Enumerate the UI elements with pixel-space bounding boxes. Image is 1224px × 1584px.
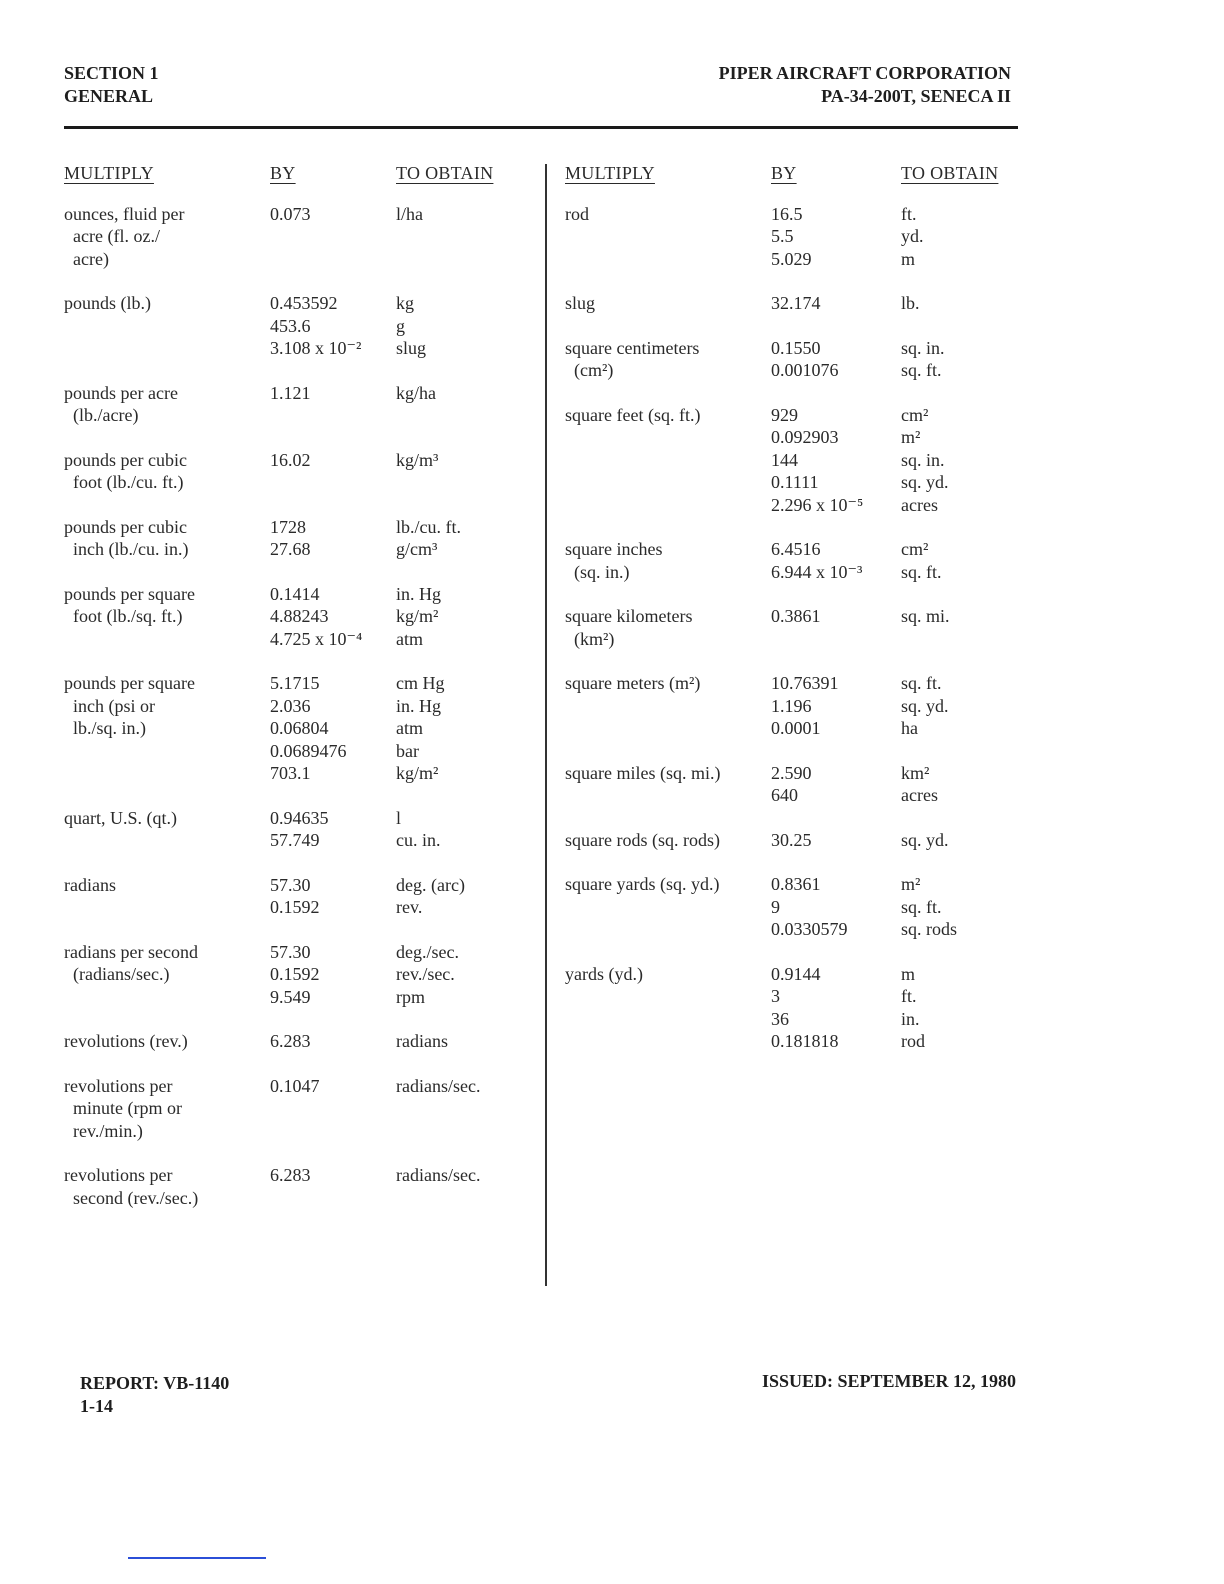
factor: 6.4516 xyxy=(771,539,821,559)
unit-name: acre (fl. oz./ xyxy=(64,226,160,246)
factor-cell xyxy=(771,762,901,807)
conversion-row xyxy=(64,874,524,919)
result-unit-cell xyxy=(396,292,524,360)
unit-name-cell xyxy=(565,538,771,583)
result-unit: m xyxy=(901,248,916,269)
unit-name: pounds per cubic xyxy=(64,516,187,537)
column-divider xyxy=(545,164,547,1286)
unit-name: ounces, fluid per xyxy=(64,203,185,224)
factor: 57.30 xyxy=(270,874,311,895)
factor: 10.76391 xyxy=(771,673,839,693)
factor: 36 xyxy=(771,1008,789,1029)
section-number: SECTION 1 xyxy=(64,63,159,83)
unit-name: (radians/sec.) xyxy=(64,964,170,984)
factor: 5.1715 xyxy=(270,673,320,693)
result-unit: cm² xyxy=(901,539,929,559)
unit-name-cell xyxy=(64,203,270,271)
result-unit-cell xyxy=(901,337,1020,382)
factor: 453.6 xyxy=(270,315,311,336)
conversion-row xyxy=(565,203,1020,271)
result-unit: sq. ft. xyxy=(901,360,942,380)
unit-name: lb./sq. in.) xyxy=(64,718,147,738)
factor-cell xyxy=(771,538,901,583)
factor-cell xyxy=(270,1030,396,1053)
factor-cell xyxy=(270,382,396,427)
result-unit-cell xyxy=(396,1164,524,1209)
result-unit: kg/m² xyxy=(396,606,439,626)
page-number: 1-14 xyxy=(80,1396,113,1416)
result-unit-cell xyxy=(396,203,524,271)
result-unit: acres xyxy=(901,785,938,805)
factor: 0.1592 xyxy=(270,897,320,917)
factor: 0.0330579 xyxy=(771,919,848,939)
factor: 9.549 xyxy=(270,986,311,1007)
result-unit-cell xyxy=(901,404,1020,517)
issued-date: ISSUED: SEPTEMBER 12, 1980 xyxy=(761,1371,1016,1391)
result-unit: kg/m³ xyxy=(396,449,439,470)
unit-name: minute (rpm or xyxy=(64,1098,182,1118)
result-unit: in. Hg xyxy=(396,695,441,716)
result-unit: slug xyxy=(396,338,427,358)
factor: 30.25 xyxy=(771,829,812,850)
unit-name: inch (psi or xyxy=(64,695,155,716)
result-unit: sq. in. xyxy=(901,449,945,470)
conversion-table-left xyxy=(64,162,524,1231)
result-unit: ha xyxy=(901,718,918,738)
factor: 0.9144 xyxy=(771,963,821,984)
result-unit: g/cm³ xyxy=(396,539,438,559)
factor: 57.749 xyxy=(270,830,320,850)
factor: 2.296 x 10⁻⁵ xyxy=(771,494,864,515)
result-unit-cell xyxy=(396,807,524,852)
unit-name-cell xyxy=(565,762,771,807)
unit-name: square meters (m²) xyxy=(565,673,701,693)
factor: 4.725 x 10⁻⁴ xyxy=(270,628,363,649)
unit-name-cell xyxy=(64,807,270,852)
conversion-row xyxy=(64,1164,524,1209)
unit-name: square kilometers xyxy=(565,606,693,626)
result-unit: sq. ft. xyxy=(901,896,942,917)
unit-name-cell xyxy=(64,292,270,360)
factor: 0.94635 xyxy=(270,807,329,828)
unit-name: pounds per square xyxy=(64,673,195,693)
factor: 6.283 xyxy=(270,1165,311,1185)
conversion-row xyxy=(64,203,524,271)
unit-name-cell xyxy=(565,605,771,650)
factor-cell xyxy=(270,941,396,1009)
report-footer xyxy=(80,1372,229,1418)
unit-name: square inches xyxy=(565,539,663,559)
unit-name: inch (lb./cu. in.) xyxy=(64,539,189,559)
result-unit-cell xyxy=(901,605,1020,650)
unit-name: pounds per cubic xyxy=(64,449,187,470)
conversion-row xyxy=(565,873,1020,941)
unit-name-cell xyxy=(565,203,771,271)
unit-name-cell xyxy=(64,382,270,427)
result-unit-cell xyxy=(396,516,524,561)
unit-name: pounds per acre xyxy=(64,382,178,403)
factor: 16.02 xyxy=(270,449,311,470)
unit-name-cell xyxy=(565,873,771,941)
conversion-row xyxy=(565,292,1020,315)
factor-cell xyxy=(270,874,396,919)
conversion-row xyxy=(64,1075,524,1143)
unit-name: yards (yd.) xyxy=(565,963,643,984)
unit-name: square feet (sq. ft.) xyxy=(565,404,701,425)
result-unit: in. Hg xyxy=(396,583,441,604)
result-unit: sq. yd. xyxy=(901,472,949,492)
unit-name: radians xyxy=(64,874,116,895)
result-unit: cm Hg xyxy=(396,673,445,693)
result-unit: kg/ha xyxy=(396,382,436,403)
multiply-heading: MULTIPLY xyxy=(565,163,655,183)
factor: 16.5 xyxy=(771,203,803,224)
unit-name-cell xyxy=(64,941,270,1009)
factor-cell xyxy=(771,292,901,315)
unit-name: foot (lb./sq. ft.) xyxy=(64,606,183,626)
factor-cell xyxy=(270,449,396,494)
unit-name: (km²) xyxy=(565,628,615,649)
factor: 2.036 xyxy=(270,695,311,716)
result-unit: rev. xyxy=(396,897,423,917)
result-unit: ft. xyxy=(901,203,917,224)
factor: 3.108 x 10⁻² xyxy=(270,338,362,358)
result-unit: yd. xyxy=(901,226,924,246)
result-unit: sq. yd. xyxy=(901,695,949,716)
table-header xyxy=(565,162,1020,185)
result-unit: kg xyxy=(396,293,414,313)
conversion-row xyxy=(64,672,524,785)
unit-name: (cm²) xyxy=(565,360,614,380)
header-divider xyxy=(64,126,1018,129)
factor: 6.283 xyxy=(270,1031,311,1051)
factor: 4.88243 xyxy=(270,606,329,626)
result-unit: km² xyxy=(901,762,930,783)
obtain-heading: TO OBTAIN xyxy=(396,163,494,183)
obtain-heading: TO OBTAIN xyxy=(901,163,999,183)
result-unit: acres xyxy=(901,494,938,515)
result-unit: deg. (arc) xyxy=(396,874,465,895)
result-unit: radians/sec. xyxy=(396,1075,481,1096)
factor: 0.001076 xyxy=(771,360,839,380)
result-unit-cell xyxy=(901,963,1020,1053)
result-unit-cell xyxy=(901,538,1020,583)
conversion-table-right xyxy=(565,162,1020,1075)
factor: 27.68 xyxy=(270,539,311,559)
conversion-row xyxy=(565,672,1020,740)
result-unit: radians/sec. xyxy=(396,1165,481,1185)
result-unit-cell xyxy=(396,1075,524,1143)
factor-cell xyxy=(771,203,901,271)
unit-name-cell xyxy=(64,449,270,494)
unit-name: rev./min.) xyxy=(64,1120,143,1141)
factor: 0.1592 xyxy=(270,964,320,984)
manufacturer-name: PIPER AIRCRAFT CORPORATION xyxy=(718,63,1011,83)
factor: 6.944 x 10⁻³ xyxy=(771,561,863,582)
conversion-row xyxy=(565,605,1020,650)
result-unit: sq. in. xyxy=(901,337,945,358)
factor: 0.453592 xyxy=(270,293,338,313)
factor-cell xyxy=(270,1075,396,1143)
factor-cell xyxy=(771,337,901,382)
unit-name: quart, U.S. (qt.) xyxy=(64,807,177,828)
factor-cell xyxy=(270,516,396,561)
conversion-row xyxy=(64,382,524,427)
result-unit-cell xyxy=(901,292,1020,315)
factor: 0.073 xyxy=(270,203,311,224)
factor: 0.092903 xyxy=(771,427,839,447)
unit-name-cell xyxy=(64,583,270,651)
conversion-row xyxy=(64,292,524,360)
factor-cell xyxy=(270,583,396,651)
by-heading: BY xyxy=(270,163,296,183)
section-title: GENERAL xyxy=(64,86,154,106)
unit-name-cell xyxy=(64,874,270,919)
result-unit-cell xyxy=(396,941,524,1009)
unit-name: revolutions per xyxy=(64,1075,173,1096)
result-unit: in. xyxy=(901,1008,920,1029)
result-unit: cu. in. xyxy=(396,830,441,850)
unit-name: rod xyxy=(565,203,589,224)
factor: 3 xyxy=(771,986,780,1006)
conversion-rows-right xyxy=(565,203,1020,1053)
factor-cell xyxy=(771,672,901,740)
unit-name: revolutions (rev.) xyxy=(64,1031,188,1051)
result-unit: sq. yd. xyxy=(901,829,949,850)
unit-name: foot (lb./cu. ft.) xyxy=(64,472,184,492)
factor-cell xyxy=(771,404,901,517)
factor: 9 xyxy=(771,896,780,917)
factor: 0.1550 xyxy=(771,337,821,358)
factor: 32.174 xyxy=(771,293,821,313)
conversion-row xyxy=(565,762,1020,807)
unit-name: square miles (sq. mi.) xyxy=(565,762,721,783)
factor: 144 xyxy=(771,449,798,470)
factor: 0.181818 xyxy=(771,1031,839,1051)
factor-cell xyxy=(270,807,396,852)
result-unit: ft. xyxy=(901,986,917,1006)
unit-name-cell xyxy=(64,516,270,561)
factor: 0.3861 xyxy=(771,606,821,626)
unit-name: square yards (sq. yd.) xyxy=(565,874,720,894)
factor: 703.1 xyxy=(270,763,311,783)
result-unit: bar xyxy=(396,740,419,761)
manufacturer-header xyxy=(719,62,1011,108)
unit-name: slug xyxy=(565,293,596,313)
factor: 0.06804 xyxy=(270,718,329,738)
result-unit: sq. mi. xyxy=(901,606,950,626)
unit-name: second (rev./sec.) xyxy=(64,1187,199,1208)
result-unit-cell xyxy=(396,874,524,919)
result-unit: sq. ft. xyxy=(901,673,942,693)
by-heading: BY xyxy=(771,163,797,183)
result-unit-cell xyxy=(396,672,524,785)
unit-name: square rods (sq. rods) xyxy=(565,829,720,850)
unit-name: radians per second xyxy=(64,941,198,962)
result-unit: cm² xyxy=(901,404,929,425)
table-header xyxy=(64,162,524,185)
factor: 929 xyxy=(771,404,798,425)
factor-cell xyxy=(771,873,901,941)
aircraft-model: PA-34-200T, SENECA II xyxy=(821,86,1011,106)
factor-cell xyxy=(771,605,901,650)
result-unit-cell xyxy=(901,762,1020,807)
multiply-heading: MULTIPLY xyxy=(64,163,154,183)
conversion-row xyxy=(64,1030,524,1053)
unit-name: (sq. in.) xyxy=(565,561,630,582)
result-unit-cell xyxy=(901,672,1020,740)
unit-name-cell xyxy=(64,672,270,785)
factor: 1728 xyxy=(270,516,306,537)
factor-cell xyxy=(270,1164,396,1209)
factor: 5.029 xyxy=(771,248,812,269)
unit-name-cell xyxy=(565,337,771,382)
result-unit-cell xyxy=(396,1030,524,1053)
factor-cell xyxy=(270,203,396,271)
result-unit: sq. rods xyxy=(901,919,958,939)
report-number: REPORT: VB-1140 xyxy=(80,1373,230,1393)
unit-name-cell xyxy=(565,963,771,1053)
result-unit-cell xyxy=(901,829,1020,852)
result-unit: deg./sec. xyxy=(396,941,459,962)
result-unit: kg/m² xyxy=(396,763,439,783)
result-unit: m xyxy=(901,963,916,984)
factor: 1.196 xyxy=(771,695,812,716)
conversion-row xyxy=(565,963,1020,1053)
section-header xyxy=(64,62,159,108)
conversion-row xyxy=(64,807,524,852)
result-unit: g xyxy=(396,315,405,336)
unit-name: revolutions per xyxy=(64,1165,173,1185)
conversion-row xyxy=(64,941,524,1009)
unit-name-cell xyxy=(565,292,771,315)
result-unit: l/ha xyxy=(396,203,423,224)
result-unit: atm xyxy=(396,718,423,738)
result-unit-cell xyxy=(901,873,1020,941)
link-underline xyxy=(128,1557,266,1559)
result-unit: lb. xyxy=(901,293,920,313)
factor-cell xyxy=(270,292,396,360)
factor: 57.30 xyxy=(270,941,311,962)
factor: 0.0689476 xyxy=(270,740,347,761)
factor: 0.1414 xyxy=(270,583,320,604)
conversion-row xyxy=(565,829,1020,852)
conversion-rows-left xyxy=(64,203,524,1210)
conversion-row xyxy=(565,337,1020,382)
result-unit: l xyxy=(396,807,402,828)
result-unit: atm xyxy=(396,628,423,649)
result-unit: rev./sec. xyxy=(396,964,455,984)
result-unit: sq. ft. xyxy=(901,561,942,582)
result-unit: radians xyxy=(396,1031,448,1051)
conversion-row xyxy=(64,516,524,561)
unit-name: pounds (lb.) xyxy=(64,293,151,313)
conversion-row xyxy=(565,538,1020,583)
result-unit-cell xyxy=(901,203,1020,271)
result-unit: m² xyxy=(901,427,921,447)
factor-cell xyxy=(771,963,901,1053)
unit-name: pounds per square xyxy=(64,583,195,604)
result-unit-cell xyxy=(396,382,524,427)
factor-cell xyxy=(270,672,396,785)
unit-name-cell xyxy=(565,404,771,517)
unit-name: square centimeters xyxy=(565,337,700,358)
unit-name: (lb./acre) xyxy=(64,405,139,425)
factor: 0.1111 xyxy=(771,472,819,492)
result-unit: lb./cu. ft. xyxy=(396,516,461,537)
unit-name: acre) xyxy=(64,248,109,269)
factor: 0.8361 xyxy=(771,874,821,894)
factor: 2.590 xyxy=(771,762,812,783)
unit-name-cell xyxy=(64,1164,270,1209)
result-unit: rod xyxy=(901,1031,925,1051)
unit-name-cell xyxy=(64,1075,270,1143)
unit-name-cell xyxy=(565,672,771,740)
factor: 640 xyxy=(771,785,798,805)
result-unit: m² xyxy=(901,874,921,894)
conversion-row xyxy=(565,404,1020,517)
factor: 5.5 xyxy=(771,226,794,246)
factor: 0.0001 xyxy=(771,718,821,738)
unit-name-cell xyxy=(64,1030,270,1053)
conversion-row xyxy=(64,449,524,494)
factor: 1.121 xyxy=(270,382,311,403)
unit-name-cell xyxy=(565,829,771,852)
factor: 0.1047 xyxy=(270,1075,320,1096)
conversion-row xyxy=(64,583,524,651)
result-unit-cell xyxy=(396,583,524,651)
result-unit: rpm xyxy=(396,986,425,1007)
factor-cell xyxy=(771,829,901,852)
result-unit-cell xyxy=(396,449,524,494)
